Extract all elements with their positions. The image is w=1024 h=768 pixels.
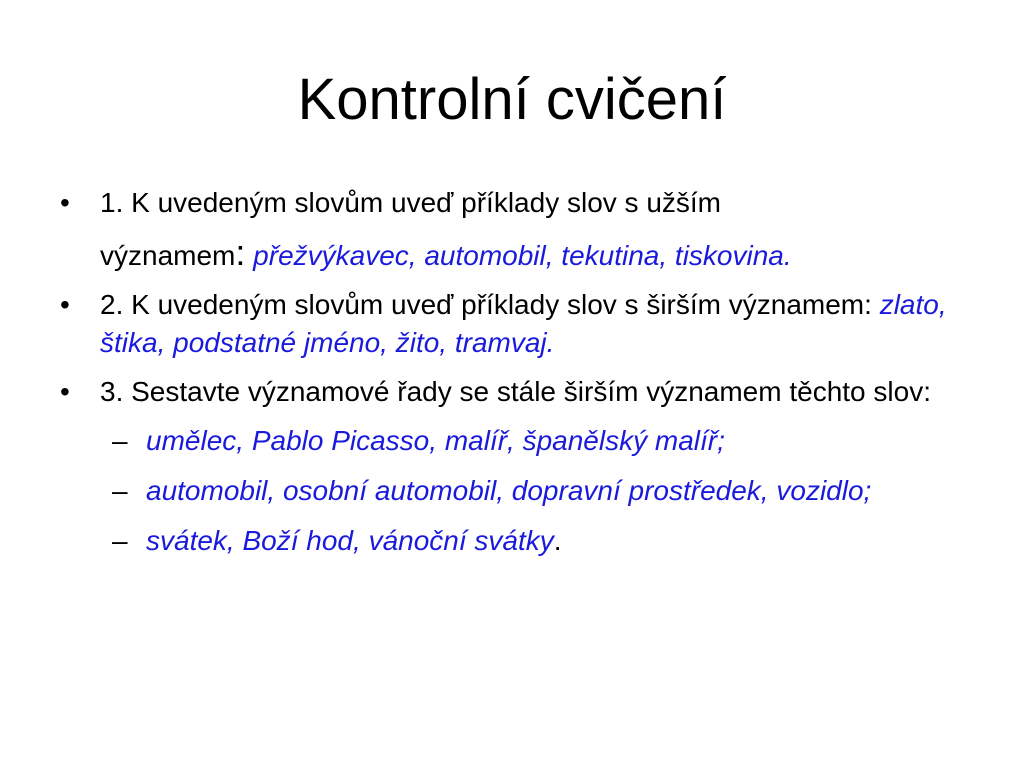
item-1-line2: [100, 234, 960, 275]
list-item-3: [60, 373, 960, 411]
item-1-colon: :: [235, 232, 246, 273]
sub-item-1-text: umělec, Pablo Picasso, malíř, španělský malíř;: [146, 425, 725, 456]
sub-item-2-text: automobil, osobní automobil, dopravní prostředek, vozidlo;: [146, 475, 872, 506]
item-2-examples: zlato, štika, podstatné jméno, žito, tramvaj.: [100, 289, 947, 358]
item-1-text: 1. K uvedeným slovům uveď příklady slov s užším: [100, 187, 722, 218]
sub-item-2: [60, 472, 960, 510]
dash-marker: –: [112, 475, 128, 506]
bullet-marker: •: [60, 187, 70, 218]
dash-marker: –: [112, 425, 128, 456]
sub-item-3-period: .: [553, 525, 562, 556]
bullet-marker: •: [60, 376, 70, 407]
list-item-2: [60, 286, 960, 362]
item-3-text: 3. Sestavte významové řady se stále širším významem těchto slov:: [100, 376, 931, 407]
bullet-list: [60, 184, 960, 572]
item-1-text-cont: významem: [100, 240, 236, 271]
item-2-text: 2. K uvedeným slovům uveď příklady slov s širším významem:: [100, 289, 872, 320]
bullet-marker: •: [60, 289, 70, 320]
dash-marker: –: [112, 525, 128, 556]
slide-title: Kontrolní cvičení: [297, 67, 727, 132]
sub-item-3-text: svátek, Boží hod, vánoční svátky: [146, 525, 554, 556]
list-item-1: [60, 184, 960, 275]
sub-list: [60, 422, 960, 560]
sub-item-3: [60, 522, 960, 560]
item-1-examples: přežvýkavec, automobil, tekutina, tiskovina.: [253, 240, 792, 271]
sub-item-1: [60, 422, 960, 460]
